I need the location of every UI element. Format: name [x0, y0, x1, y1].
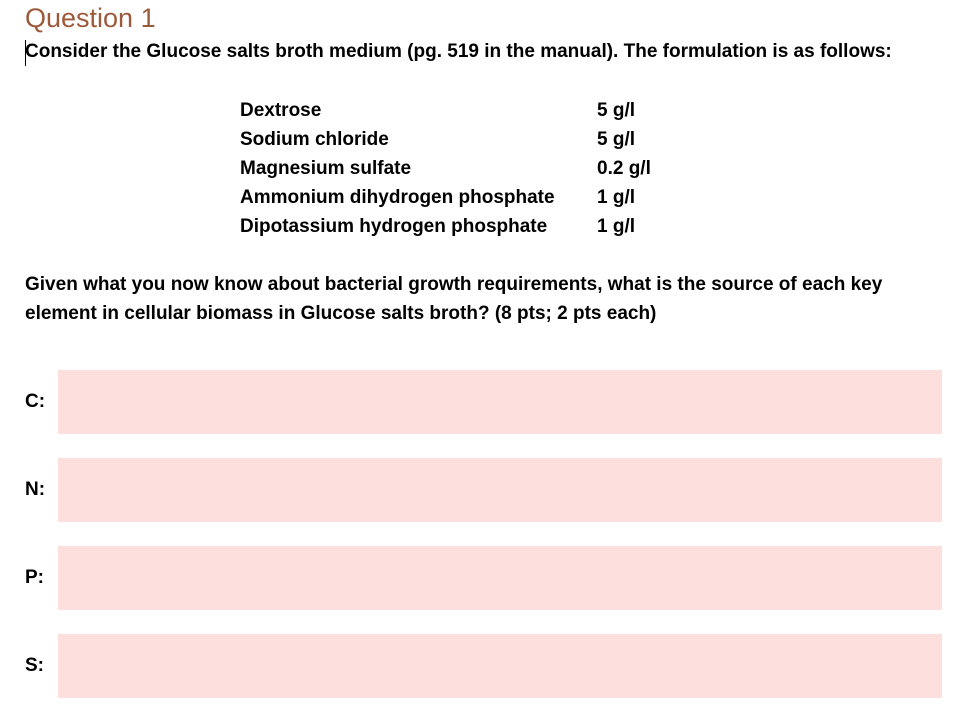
ingredient-amount: 1 g/l: [597, 187, 636, 208]
formulation-row: [240, 125, 651, 154]
answer-row-sulfur: [0, 634, 964, 698]
answer-field-sulfur[interactable]: [58, 634, 942, 698]
ingredient-name: Dextrose: [240, 100, 322, 121]
ingredient-amount: 1 g/l: [597, 216, 636, 237]
ingredient-name: Dipotassium hydrogen phosphate: [240, 216, 548, 237]
ingredient-amount: 5 g/l: [597, 129, 636, 150]
ingredient-name: Sodium chloride: [240, 129, 389, 150]
answer-label-phosphorus: P:: [25, 567, 44, 588]
answer-label-carbon: C:: [25, 391, 46, 412]
formulation-row: [240, 212, 651, 241]
answer-label-nitrogen: N:: [25, 479, 46, 500]
answer-row-phosphorus: [0, 546, 964, 610]
formulation-row: [240, 96, 651, 125]
question-prompt: Given what you now know about bacterial growth requirements, what is the source of each key element in cellular biomass in Glucose salts broth? (8 pts; 2 pts each): [25, 274, 883, 324]
formulation-row: [240, 183, 651, 212]
answer-field-phosphorus[interactable]: [58, 546, 942, 610]
ingredient-amount: 5 g/l: [597, 100, 636, 121]
ingredient-name: Magnesium sulfate: [240, 158, 412, 179]
answer-row-carbon: [0, 370, 964, 434]
question-intro: Consider the Glucose salts broth medium (pg. 519 in the manual). The formulation is as follows:: [25, 41, 892, 62]
answer-label-sulfur: S:: [25, 655, 44, 676]
answer-field-carbon[interactable]: [58, 370, 942, 434]
answer-field-nitrogen[interactable]: [58, 458, 942, 522]
ingredient-amount: 0.2 g/l: [597, 158, 651, 179]
formulation-table: [240, 96, 651, 241]
ingredient-name: Ammonium dihydrogen phosphate: [240, 187, 555, 208]
question-title: Question 1: [25, 3, 156, 33]
formulation-row: [240, 154, 651, 183]
answer-row-nitrogen: [0, 458, 964, 522]
